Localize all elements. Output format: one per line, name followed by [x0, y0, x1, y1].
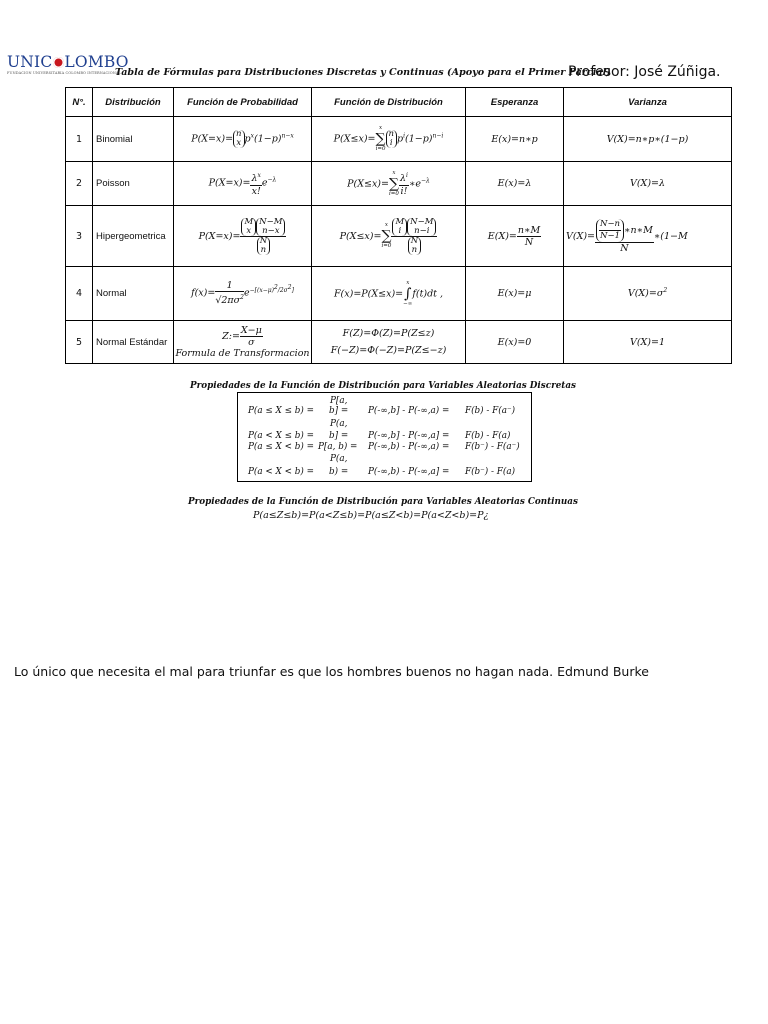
property-mid: b] =: [329, 431, 349, 441]
property-rhs: P(-∞,b] - P(-∞,a) =: [368, 406, 450, 416]
property-result: F(b) - F(a): [465, 431, 511, 441]
continuous-properties-formula: P(a≤Z≤b)=P(a<Z≤b)=P(a≤Z<b)=P(a<Z<b)=P¿: [253, 510, 489, 521]
poisson-variance: V(X)=λ: [564, 162, 732, 206]
normal-probability-formula: f(x)= $\frac{1}{√2\pi\sigma^2}$ $e^{-[(x-\mu)^2/2\sigma^2]}$: [174, 267, 312, 321]
property-result: F(b) - F(a⁻): [465, 406, 516, 416]
discrete-properties-title: Propiedades de la Función de Distribución para Variables Aleatorias Discretas: [189, 381, 577, 391]
property-rhs: P(-∞,b) - P(-∞,a] =: [368, 467, 450, 477]
property-result: F(b⁻) - F(a): [465, 467, 516, 477]
binomial-probability-formula: P(X=x)= n x $p^x(1-p)^{n-x}$: [174, 117, 312, 162]
hypergeometric-variance: V(X)= $\frac{N-n}{N-1}$ ∗n∗M N ∗(1−M: [564, 206, 732, 267]
property-lhs: P(a < X ≤ b) =: [248, 431, 315, 441]
row-number: 1: [66, 117, 93, 162]
binomial-variance: V(X)=n∗p∗(1−p): [564, 117, 732, 162]
logo-text-a: UNIC: [7, 53, 53, 71]
professor-name: Profesor: José Zúñiga.: [568, 64, 721, 80]
normal-variance: $V(X)=\sigma^2$: [564, 267, 732, 321]
poisson-expectation: E(x)=λ: [466, 162, 564, 206]
property-mid: b) =: [329, 467, 349, 477]
standard-normal-distribution-formula: F(Z)=Φ(Z)=P(Z≤z) F(−Z)=Φ(−Z)=P(Z≤−z): [312, 321, 466, 364]
quote-text: Lo único que necesita el mal para triunfar es que los hombres buenos no hagan nada. Edmund Burke: [14, 664, 649, 679]
normal-distribution-formula: F(x)=P(X≤x)=x ∫ −∞f(t)dt ,: [312, 267, 466, 321]
unicolombo-logo: [7, 53, 129, 80]
normal-expectation: E(x)=μ: [466, 267, 564, 321]
hypergeometric-probability-formula: P(X=x)= M xN−M n−x N n: [174, 206, 312, 267]
distribution-name: Normal Estándar: [93, 321, 174, 364]
property-lhs: P(a < X < b) =: [248, 467, 315, 477]
distribution-name: Binomial: [93, 117, 174, 162]
binomial-distribution-formula: P(X≤x)=x ∑ i=0n i $p^i(1-p)^{n-i}$: [312, 117, 466, 162]
property-lhs: P(a ≤ X < b) =: [248, 442, 315, 452]
distribution-name: Normal: [93, 267, 174, 321]
table-row: [66, 117, 732, 162]
poisson-distribution-formula: P(X≤x)=x ∑ i=0 $\frac{\lambda^i}{i!}$ $∗e^{-\lambda}$: [312, 162, 466, 206]
col-header-variance: Varianza: [564, 88, 732, 117]
row-number: 4: [66, 267, 93, 321]
binomial-expectation: E(x)=n∗p: [466, 117, 564, 162]
col-header-probability: Función de Probabilidad: [174, 88, 312, 117]
property-result: F(b⁻) - F(a⁻): [465, 442, 520, 452]
property-mid-top: P(a,: [330, 454, 348, 464]
standard-normal-transformation: Z:= $\frac{X-\mu}{\sigma}$ Formula de Transformacion: [174, 321, 312, 364]
col-header-expectation: Esperanza: [466, 88, 564, 117]
property-mid-top: P[a,: [330, 396, 348, 406]
row-number: 5: [66, 321, 93, 364]
standard-normal-variance: V(X)=1: [564, 321, 732, 364]
table-header-row: [66, 88, 732, 117]
distribution-name: Hipergeometrica: [93, 206, 174, 267]
flower-icon: [53, 57, 64, 68]
poisson-probability-formula: P(X=x)= $\frac{\lambda^x}{x!}$ $e^{-\lambda}$: [174, 162, 312, 206]
logo-text-b: LOMBO: [64, 53, 129, 71]
property-rhs: P(-∞,b] - P(-∞,a] =: [368, 431, 450, 441]
formula-table: [65, 87, 732, 364]
col-header-distribution: Distribución: [93, 88, 174, 117]
col-header-no: N°.: [66, 88, 93, 117]
property-rhs: P(-∞,b) - P(-∞,a) =: [368, 442, 450, 452]
continuous-properties-title: Propiedades de la Función de Distribución para Variables Aleatorias Continuas: [188, 497, 578, 507]
property-mid: P[a, b) =: [318, 442, 358, 452]
standard-normal-expectation: E(x)=0: [466, 321, 564, 364]
col-header-distribution-function: Función de Distribución: [312, 88, 466, 117]
table-row: [66, 206, 732, 267]
hypergeometric-expectation: E(X)= $\frac{n∗M}{N}$: [466, 206, 564, 267]
row-number: 2: [66, 162, 93, 206]
logo-subtext: FUNDACION UNIVERSITARIA COLOMBO INTERNACIONAL: [7, 71, 121, 75]
transformation-caption: Formula de Transformacion: [175, 348, 310, 359]
table-row: [66, 267, 732, 321]
property-mid: b] =: [329, 406, 349, 416]
discrete-properties-box: [237, 392, 532, 482]
hypergeometric-distribution-formula: P(X≤x)=x ∑ i=0 M iN−M n−i N n: [312, 206, 466, 267]
table-row: [66, 321, 732, 364]
distribution-name: Poisson: [93, 162, 174, 206]
property-lhs: P(a ≤ X ≤ b) =: [248, 406, 315, 416]
row-number: 3: [66, 206, 93, 267]
document-title: Tabla de Fórmulas para Distribuciones Discretas y Continuas (Apoyo para el Primer Parcial): [115, 67, 611, 78]
property-mid-top: P(a,: [330, 419, 348, 429]
table-row: [66, 162, 732, 206]
